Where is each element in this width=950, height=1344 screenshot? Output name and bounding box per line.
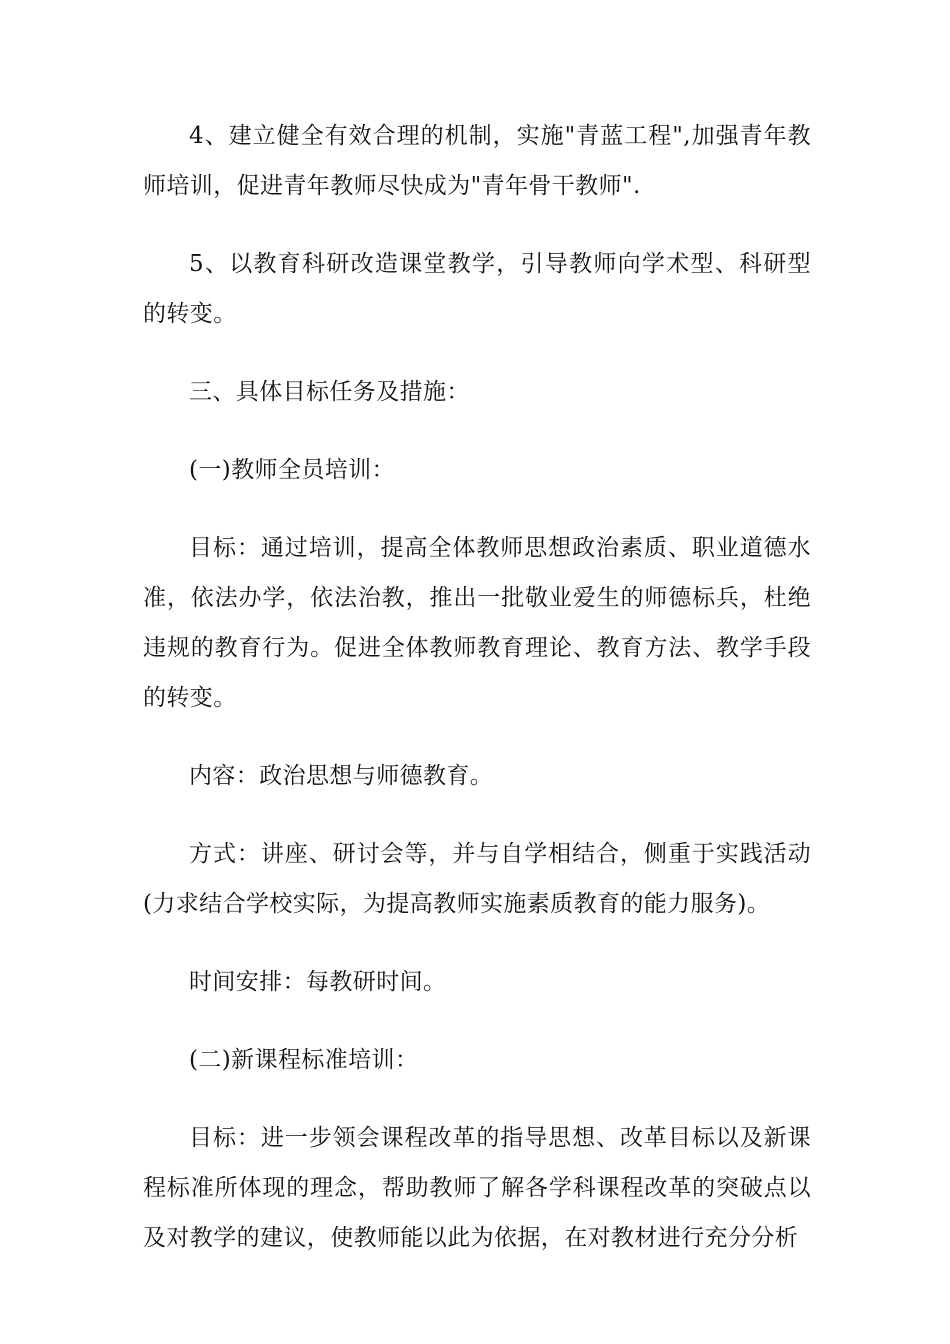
content-paragraph-1: 内容：政治思想与师德教育。	[189, 763, 494, 789]
section-heading-3: 三、具体目标任务及措施：	[189, 379, 470, 405]
goal-paragraph-2: 目标：进一步领会课程改革的指导思想、改革目标以及新课程标准所体现的理念，帮助教师了解各学科课程改革的突破点以及对教学的建议，使教师能以此为依据，在对教材进行充分分析	[143, 1125, 811, 1251]
goal-paragraph-1: 目标：通过培训，提高全体教师思想政治素质、职业道德水准，依法办学，依法治教，推出一批敬业爱生的师德标兵，杜绝违规的教育行为。促进全体教师教育理论、教育方法、教学手段的转变。	[143, 535, 811, 711]
document-body	[143, 111, 811, 1291]
paragraph-item-4: 4、建立健全有效合理的机制，实施"青蓝工程",加强青年教师培训，促进青年教师尽快成为"青年骨干教师".	[143, 123, 811, 199]
paragraph-item-5: 5、以教育科研改造课堂教学，引导教师向学术型、科研型的转变。	[143, 251, 811, 327]
subsection-heading-1: (一)教师全员培训：	[189, 457, 395, 483]
subsection-heading-2: (二)新课程标准培训：	[189, 1047, 419, 1073]
method-paragraph-1: 方式：讲座、研讨会等，并与自学相结合，侧重于实践活动(力求结合学校实际，为提高教师实施素质教育的能力服务)。	[143, 841, 811, 917]
schedule-paragraph-1: 时间安排：每教研时间。	[189, 969, 447, 995]
